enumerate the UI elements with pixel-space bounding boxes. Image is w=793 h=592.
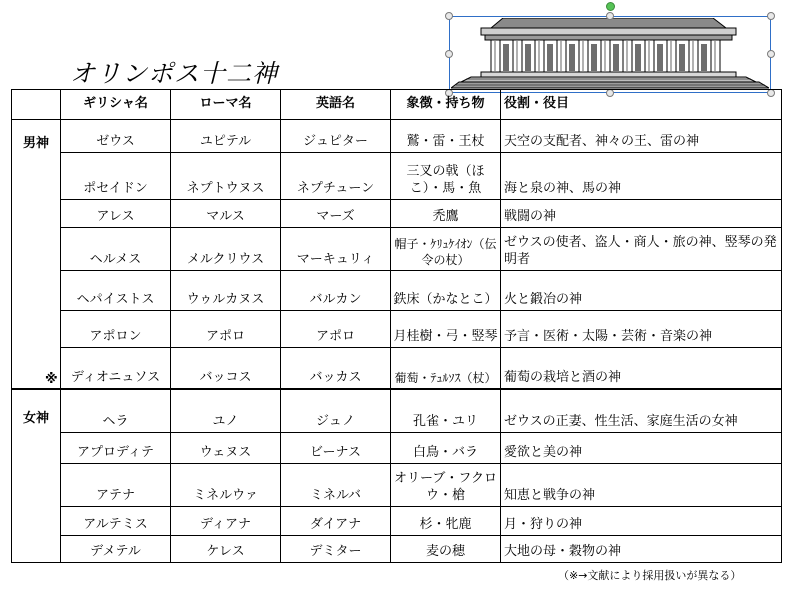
- table-cell: ディオニュソス: [70, 370, 161, 385]
- table-cell: ミネルウァ: [193, 488, 258, 503]
- selection-frame: [449, 16, 771, 93]
- column-header: ギリシャ名: [83, 96, 148, 111]
- page-title: オリンポス十二神: [70, 59, 279, 88]
- table-cell: ヘラ: [102, 414, 129, 429]
- table-cell: ケレス: [206, 544, 245, 559]
- table-cell: マーズ: [316, 209, 355, 224]
- resize-handle-left[interactable]: [445, 50, 453, 58]
- table-cell: ディアナ: [200, 517, 251, 532]
- table-cell: アレス: [96, 209, 135, 224]
- column-header: 役割・役目: [504, 96, 570, 111]
- table-cell: ダイアナ: [309, 517, 362, 532]
- table-cell: ユノ: [212, 414, 239, 429]
- table-cell: 海と泉の神、馬の神: [504, 181, 622, 196]
- resize-handle-top-left[interactable]: [445, 12, 453, 20]
- table-cell: 愛欲と美の神: [504, 445, 583, 460]
- table-cell: ミネルバ: [309, 488, 362, 503]
- table-cell: ウゥルカヌス: [186, 292, 265, 307]
- table-cell: 三叉の戟（ほこ）・馬・魚: [406, 164, 485, 196]
- table-cell: アポロ: [205, 329, 245, 344]
- table-cell: アテナ: [95, 488, 135, 503]
- table-cell: バルカン: [309, 292, 362, 307]
- column-header: 英語名: [315, 96, 355, 111]
- group-label-female: 女神: [22, 411, 49, 426]
- table-cell: 月・狩りの神: [504, 517, 583, 532]
- table-cell: ゼウス: [96, 134, 135, 149]
- column-header: 象徴・持ち物: [406, 96, 485, 111]
- table-cell: アポロン: [89, 329, 142, 344]
- table-cell: アポロ: [315, 329, 355, 344]
- table-cell: アプロディテ: [77, 445, 154, 460]
- table-cell: 大地の母・穀物の神: [504, 544, 622, 559]
- variant-mark: ※: [45, 372, 58, 387]
- group-label-male: 男神: [22, 136, 49, 151]
- table-cell: ゼウスの使者、盗人・商人・旅の神、竪琴の発明者: [504, 235, 777, 267]
- table-cell: 鷲・雷・王杖: [406, 134, 485, 149]
- table-cell: バッコス: [199, 370, 252, 385]
- table-cell: ユピテル: [199, 134, 252, 149]
- table-cell: 戦闘の神: [504, 209, 557, 224]
- resize-handle-right[interactable]: [767, 50, 775, 58]
- table-cell: ヘルメス: [89, 252, 142, 267]
- table-cell: 白鳥・バラ: [412, 445, 478, 460]
- table-cell: 予言・医術・太陽・芸術・音楽の神: [504, 329, 713, 344]
- table-cell: ビーナス: [310, 445, 361, 460]
- table-cell: デメテル: [90, 544, 141, 559]
- table-cell: ウェヌス: [199, 445, 252, 460]
- table-cell: オリーブ・フクロウ・槍: [394, 471, 497, 503]
- table-cell: 鉄床（かなとこ）: [393, 292, 498, 307]
- resize-handle-top-right[interactable]: [767, 12, 775, 20]
- table-cell: ポセイドン: [83, 181, 148, 196]
- table-cell: 知恵と戦争の神: [504, 488, 596, 503]
- table-cell: マーキュリィ: [296, 252, 375, 267]
- table-cell: 火と鍛冶の神: [504, 292, 583, 307]
- table-cell: メルクリウス: [186, 252, 265, 267]
- table-cell: 天空の支配者、神々の王、雷の神: [504, 134, 700, 149]
- table-cell: アルテミス: [83, 517, 148, 532]
- table-cell: 杉・牝鹿: [419, 517, 472, 532]
- table-cell: ゼウスの正妻、性生活、家庭生活の女神: [504, 414, 738, 429]
- table-cell: ジュピター: [303, 134, 368, 149]
- table-cell: ネプトウヌス: [186, 181, 265, 196]
- table-cell: バッカス: [309, 370, 362, 385]
- table-cell: 月桂樹・弓・竪琴: [393, 329, 498, 344]
- column-header: ローマ名: [199, 96, 252, 111]
- table-cell: ジュノ: [315, 414, 355, 429]
- table-cell: 麦の穂: [425, 544, 465, 559]
- footnote: （※→文献により採用扱いが異なる）: [558, 569, 742, 582]
- table-cell: 帽子・ｹﾘｭｹｲｵﾝ（伝令の杖）: [394, 237, 497, 267]
- table-cell: デミター: [309, 544, 362, 559]
- table-cell: マルス: [206, 209, 245, 224]
- table-cell: 禿鷹: [432, 209, 459, 224]
- table-cell: 孔雀・ユリ: [412, 414, 478, 429]
- rotate-handle[interactable]: [606, 2, 615, 11]
- table-cell: ヘパイストス: [76, 292, 155, 307]
- table-cell: 葡萄の栽培と酒の神: [504, 370, 622, 385]
- table-cell: ネプチューン: [296, 181, 375, 196]
- resize-handle-top-center[interactable]: [606, 12, 614, 20]
- table-cell: 葡萄・ﾃｭﾙｿｽ（杖）: [394, 371, 497, 385]
